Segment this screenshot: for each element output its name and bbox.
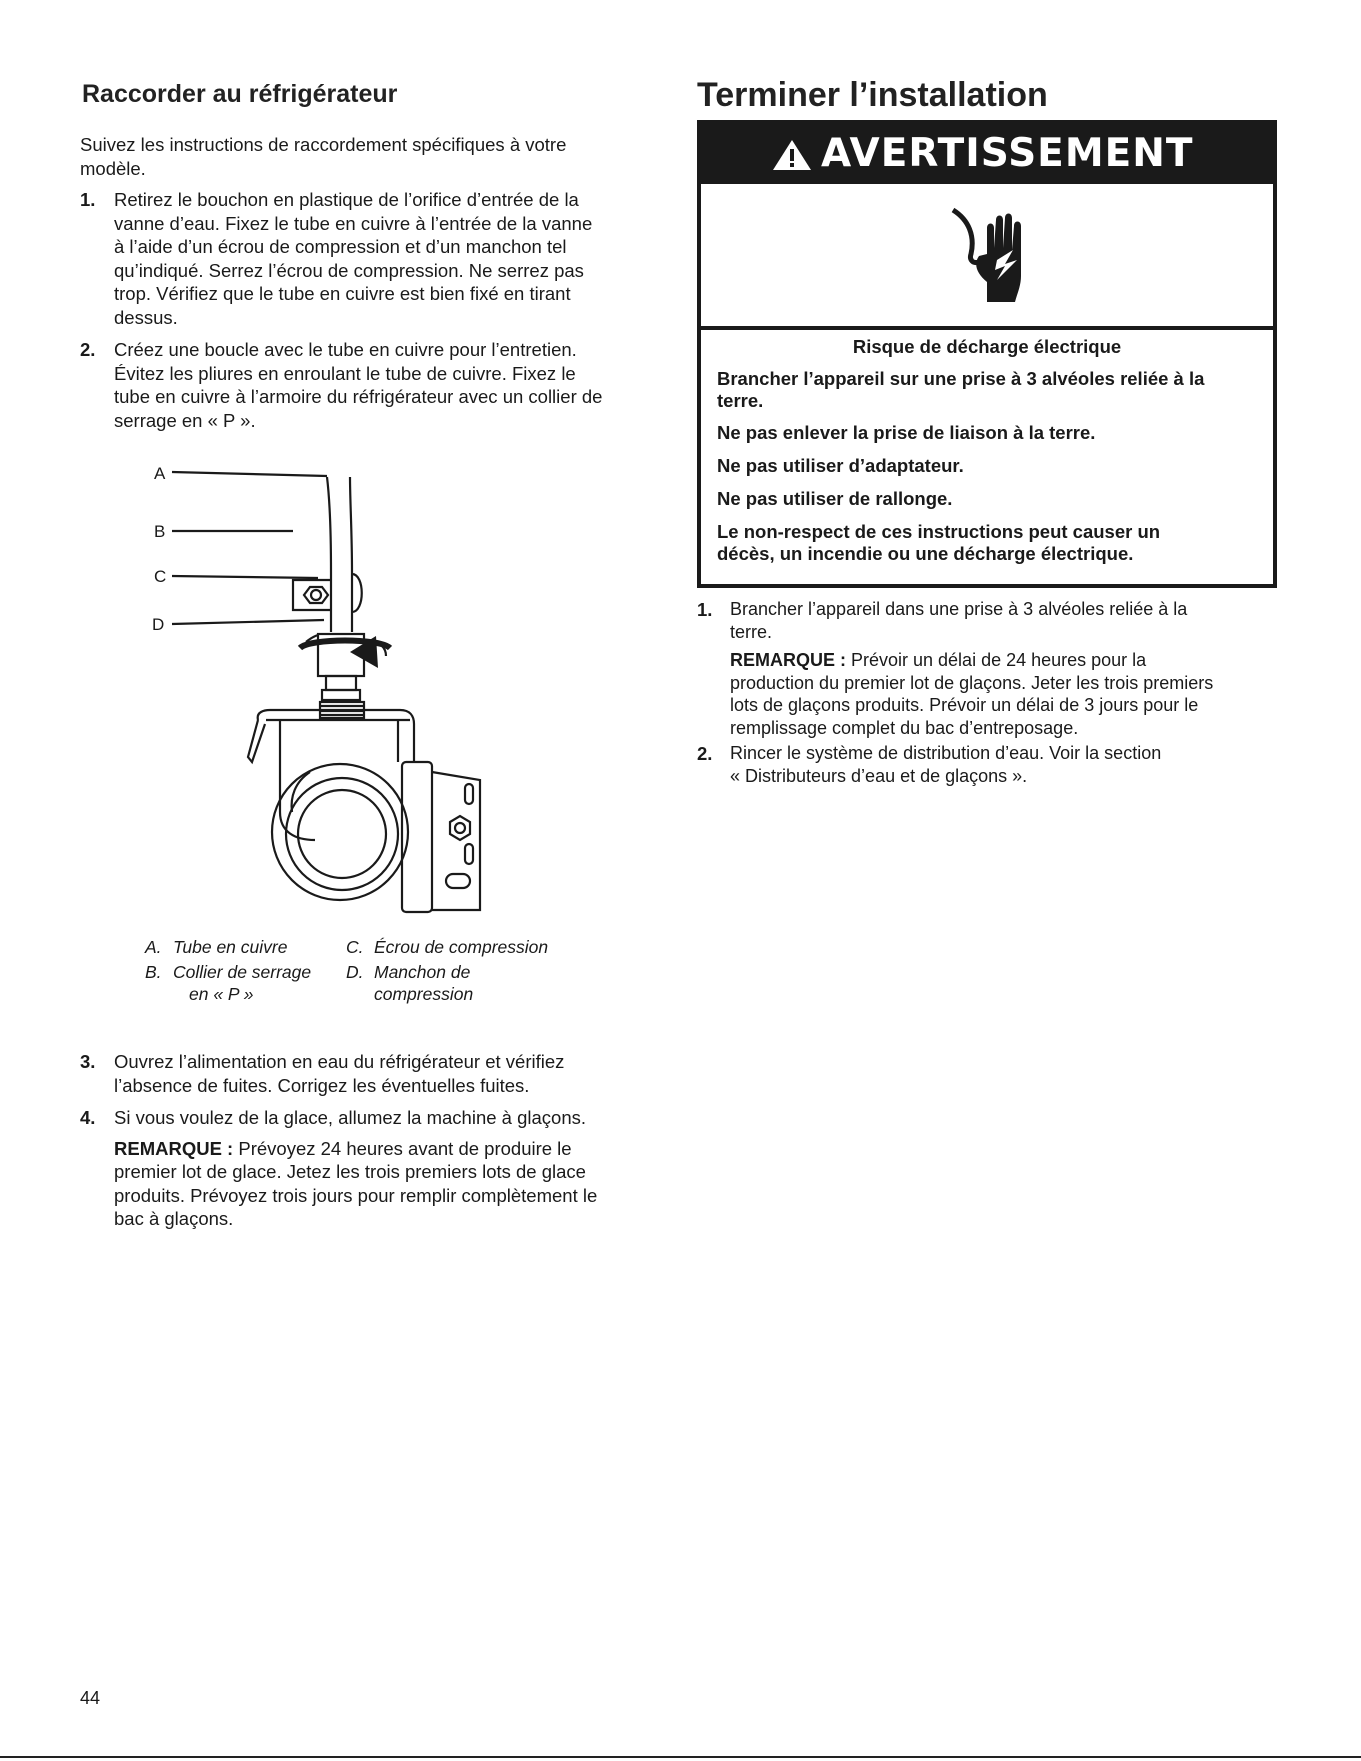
valve-connection-figure <box>80 462 520 937</box>
step-line: à l’aide d’un écrou de compression et d’un manchon tel <box>114 236 567 257</box>
note-line: lots de glaçons produits. Prévoir un délai de 3 jours pour le <box>730 695 1199 715</box>
note-line: bac à glaçons. <box>114 1208 234 1229</box>
step-text <box>114 1106 597 1231</box>
page-number: 44 <box>80 1688 101 1708</box>
step-line: tube en cuivre à l’armoire du réfrigérateur avec un collier de <box>114 386 603 407</box>
intro-line: modèle. <box>80 157 146 179</box>
step-number: 1. <box>80 189 96 210</box>
step-line: dessus. <box>114 306 178 328</box>
note-line: Prévoir un délai de 24 heures pour la <box>846 650 1147 670</box>
warning-line: décès, un incendie ou une décharge électrique. <box>717 543 1134 564</box>
note-line: premier lot de glace. Jetez les trois premiers lots de glace <box>114 1161 586 1182</box>
step-line: Retirez le bouchon en plastique de l’orifice d’entrée de la <box>114 189 579 210</box>
intro-paragraph <box>80 133 566 180</box>
step-line: l’absence de fuites. Corrigez les éventuelles fuites. <box>114 1074 530 1096</box>
step-number: 4. <box>80 1107 96 1128</box>
step-text <box>730 742 1161 787</box>
electric-shock-hand-icon <box>939 198 1039 308</box>
section-heading-connect: Raccorder au réfrigérateur <box>82 80 398 108</box>
section-heading-finish: Terminer l’installation <box>697 76 1048 114</box>
warning-box <box>697 120 1277 588</box>
warning-line: Brancher l’appareil sur une prise à 3 alvéoles reliée à la <box>717 368 1205 389</box>
caption-text: Écrou de compression <box>374 937 549 957</box>
step-line: Rincer le système de distribution d’eau. Voir la section <box>730 743 1162 763</box>
step-line: Ouvrez l’alimentation en eau du réfrigérateur et vérifiez <box>114 1051 565 1072</box>
warning-line: terre. <box>717 390 764 411</box>
warning-triangle-icon <box>771 138 813 172</box>
warning-line: Ne pas utiliser d’adaptateur. <box>717 455 964 476</box>
step-number: 1. <box>697 599 713 620</box>
step-line: Brancher l’appareil dans une prise à 3 alvéoles reliée à la <box>730 599 1188 619</box>
caption-letter: A. <box>145 937 162 957</box>
callout-a: A <box>154 464 166 483</box>
note-label: REMARQUE : <box>114 1137 234 1159</box>
step-text <box>114 338 602 432</box>
intro-line: Suivez les instructions de raccordement spécifiques à votre <box>80 134 567 155</box>
step-number: 2. <box>80 339 96 360</box>
warning-header <box>701 124 1273 184</box>
warning-title: AVERTISSEMENT <box>821 131 1194 176</box>
callout-d: D <box>152 615 165 634</box>
caption-letter: C. <box>346 937 364 957</box>
warning-line: Ne pas enlever la prise de liaison à la terre. <box>717 422 1096 443</box>
step-number: 2. <box>697 743 713 764</box>
caption-letter: B. <box>145 962 162 982</box>
note <box>114 1137 597 1161</box>
warning-subtitle: Risque de décharge électrique <box>852 336 1122 357</box>
caption-text: Tube en cuivre <box>173 937 288 957</box>
step-line: Créez une boucle avec le tube en cuivre pour l’entretien. <box>114 339 577 360</box>
caption-text: compression <box>374 984 474 1004</box>
callout-c: C <box>154 567 167 586</box>
note-line: production du premier lot de glaçons. Jeter les trois premiers <box>730 672 1214 693</box>
caption-text: Collier de serrage <box>173 962 312 982</box>
note-label: REMARQUE : <box>730 650 846 670</box>
warning-icon-area <box>701 184 1273 330</box>
footer-rule <box>0 1756 1361 1758</box>
note-line: remplissage complet du bac d’entreposage. <box>730 717 1079 738</box>
caption-text: Manchon de <box>374 962 471 982</box>
step-line: serrage en « P ». <box>114 409 256 431</box>
step-line: « Distributeurs d’eau et de glaçons ». <box>730 765 1028 786</box>
warning-line: Le non-respect de ces instructions peut causer un <box>717 521 1161 542</box>
note-line: Prévoyez 24 heures avant de produire le <box>233 1137 572 1159</box>
step-text <box>114 1050 564 1097</box>
step-line: Si vous voulez de la glace, allumez la machine à glaçons. <box>114 1107 587 1128</box>
step-number: 3. <box>80 1051 96 1072</box>
step-text <box>114 188 592 329</box>
warning-line: Ne pas utiliser de rallonge. <box>717 488 953 509</box>
step-line: vanne d’eau. Fixez le tube en cuivre à l’entrée de la vanne <box>114 212 593 234</box>
caption-letter: D. <box>346 962 364 982</box>
caption-text: en « P » <box>189 984 254 1004</box>
step-text <box>730 598 1213 739</box>
rotation-arrow <box>300 636 390 668</box>
note <box>730 649 1213 672</box>
step-line: terre. <box>730 621 773 642</box>
step-line: qu’indiqué. Serrez l’écrou de compression. Ne serrez pas <box>114 259 584 281</box>
callout-b: B <box>154 522 166 541</box>
note-line: produits. Prévoyez trois jours pour remplir complètement le <box>114 1184 598 1206</box>
valve-diagram <box>80 462 520 932</box>
step-line: trop. Vérifiez que le tube en cuivre est bien fixé en tirant <box>114 283 571 304</box>
step-line: Évitez les pliures en enroulant le tube de cuivre. Fixez le <box>114 362 576 384</box>
